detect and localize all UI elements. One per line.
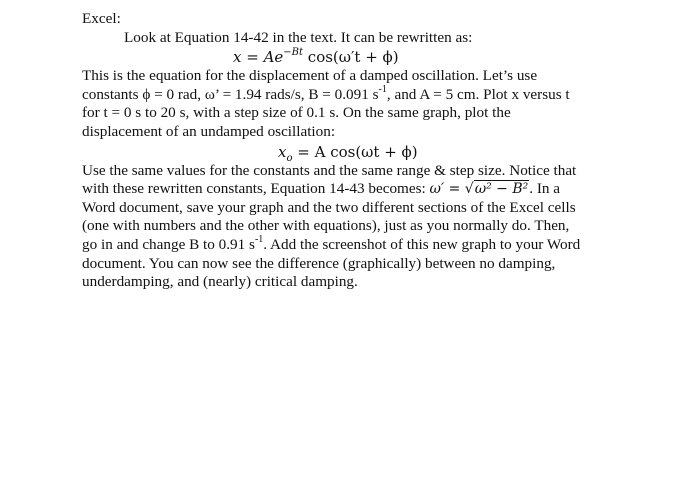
heading: Excel: bbox=[82, 10, 121, 27]
para1-line3: for t = 0 s to 20 s, with a step size of 0.1 s. On the same graph, plot the bbox=[82, 104, 511, 122]
para1-line4: displacement of an undamped oscillation: bbox=[82, 122, 336, 140]
para2-line4: (one with numbers and the other with equations), just as you normally do. Then, bbox=[82, 217, 570, 235]
para1-line1: This is the equation for the displacement of a damped oscillation. Let’s use bbox=[82, 67, 538, 85]
para2-line7: underdamping, and (nearly) critical damping. bbox=[82, 273, 358, 291]
para2-line2: with these rewritten constants, Equation 14-43 becomes: ω′ = √ω² − B². In a bbox=[82, 180, 561, 198]
intro-line: Look at Equation 14-42 in the text. It can be rewritten as: bbox=[124, 28, 473, 46]
sqrt-symbol: √ω² − B² bbox=[464, 181, 529, 198]
equation-undamped: $x_o = A$ cos(ωt + ϕ) bbox=[278, 142, 418, 164]
para2-line6: document. You can now see the difference (graphically) between no damping, bbox=[82, 254, 556, 272]
equation-damped: $x = Ae^{-Bt}$ cos(ω′t + ϕ) bbox=[233, 47, 399, 67]
document-body bbox=[82, 10, 642, 292]
para2-line5: go in and change B to 0.91 $s^{-1}$. Add the screenshot of this new graph to your Word bbox=[82, 233, 581, 253]
para2-line1: Use the same values for the constants and the same range & step size. Notice that bbox=[82, 161, 577, 179]
para2-line3: Word document, save your graph and the two different sections of the Excel cells bbox=[82, 198, 576, 216]
para1-line2: constants ϕ = 0 rad, ω’ = 1.94 rads/s, B = 0.091 $s^{-1}$, and A = 5 cm. Plot x versus t bbox=[82, 83, 570, 103]
